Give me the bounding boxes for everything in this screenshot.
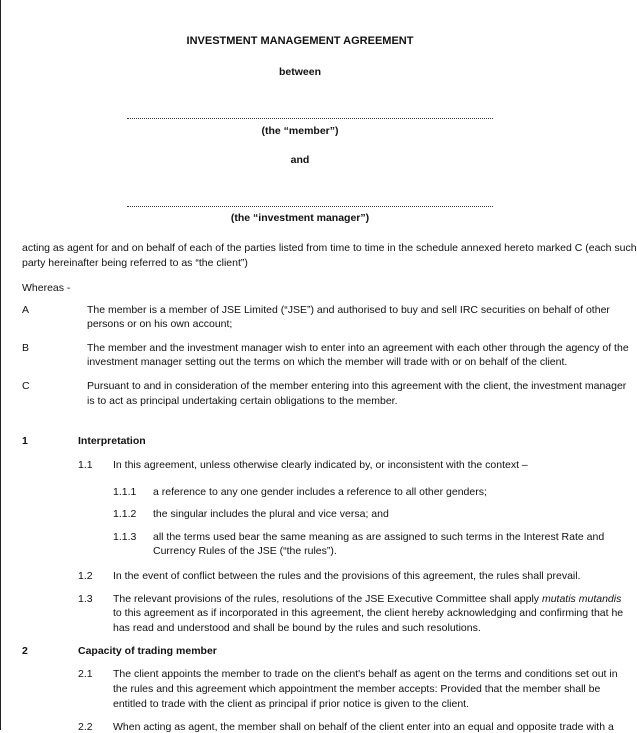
recital-letter-c: C (22, 380, 30, 392)
clause-1-1-number: 1.1 (78, 459, 93, 471)
intro-line-2: party hereinafter being referred to as “the client”) (22, 257, 248, 269)
recital-b-line-1: The member and the investment manager wish to enter into an agreement with each other through the agency of the (87, 342, 629, 354)
recital-c-line-1: Pursuant to and in consideration of the member entering into this agreement with the client, the investment manager (87, 380, 627, 392)
whereas-text: Whereas - (22, 282, 71, 294)
clause-1-1-3-line-1: all the terms used bear the same meaning as are assigned to such terms in the Interest Rate and (153, 531, 605, 543)
clause-1-2-text: In the event of conflict between the rules and the provisions of this agreement, the rules shall prevail. (113, 570, 581, 582)
clause-2-2-number: 2.2 (78, 721, 93, 733)
recital-a-line-2: persons or on his own account; (87, 318, 233, 330)
manager-name-line (127, 206, 493, 207)
manager-label: (the “investment manager”) (230, 212, 370, 224)
clause-1-1-2-text: the singular includes the plural and vice versa; and (153, 508, 389, 520)
clause-1-1-1-number: 1.1.1 (113, 486, 137, 498)
clause-1-1-1-text: a reference to any one gender includes a reference to all other genders; (153, 486, 487, 498)
clause-1-1-2-number: 1.1.2 (113, 508, 137, 520)
intro-line-1: acting as agent for and on behalf of each of the parties listed from time to time in the schedule annexed hereto marked C (each such (22, 242, 637, 254)
document-title: INVESTMENT MANAGEMENT AGREEMENT (186, 35, 414, 47)
clause-2-1-number: 2.1 (78, 668, 93, 680)
recital-letter-b: B (22, 342, 30, 354)
recital-c-line-2: is to act as principal undertaking certain obligations to the member. (87, 395, 398, 407)
clause-2-1-line-1: The client appoints the member to trade on the client's behalf as agent on the terms and conditions set out in (113, 668, 618, 680)
section-2-number: 2 (22, 645, 28, 657)
between-text: between (278, 66, 321, 78)
recital-b-line-2: investment manager setting out the terms on which the member will trade with or on behalf of the client. (87, 356, 568, 368)
member-name-line (127, 118, 493, 119)
section-1-number: 1 (22, 435, 28, 447)
and-text: and (290, 154, 310, 166)
clause-1-1-3-line-2: Currency Rules of the JSE (“the rules”). (153, 545, 337, 557)
clause-1-1-text: In this agreement, unless otherwise clearly indicated by, or inconsistent with the context – (113, 459, 528, 471)
recital-a-line-1: The member is a member of JSE Limited (“JSE”) and authorised to buy and sell IRC securities on behalf of other (87, 304, 610, 316)
clause-1-3-line-2: to this agreement as if incorporated in this agreement, the client hereby acknowledging and confirming that he (113, 607, 624, 619)
recital-letter-a: A (22, 304, 30, 316)
clause-1-3-italic-term: mutatis mutandis (541, 593, 622, 605)
clause-1-3-line-1 (113, 593, 621, 606)
clause-1-3-number: 1.3 (78, 593, 93, 605)
clause-1-2-number: 1.2 (78, 570, 93, 582)
clause-2-1-line-3: entitled to trade with the client as principal if prior notice is given to the client. (113, 698, 470, 710)
clause-1-1-3-number: 1.1.3 (113, 531, 137, 543)
clause-1-3-text-a: The relevant provisions of the rules, resolutions of the JSE Executive Committee shall apply (113, 593, 542, 605)
clause-2-1-line-2: the rules and this agreement which appointment the member accepts: Provided that the member shall be (113, 683, 601, 695)
section-1-heading: Interpretation (78, 435, 146, 447)
page-edge-line (0, 0, 1, 730)
section-2-heading: Capacity of trading member (78, 645, 217, 657)
clause-1-3-line-3: has read and understood and shall be bound by the rules and such resolutions. (113, 622, 481, 634)
member-label: (the “member”) (261, 125, 339, 137)
clause-2-2-text: When acting as agent, the member shall on behalf of the client enter into an equal and opposite trade with a (113, 721, 614, 733)
